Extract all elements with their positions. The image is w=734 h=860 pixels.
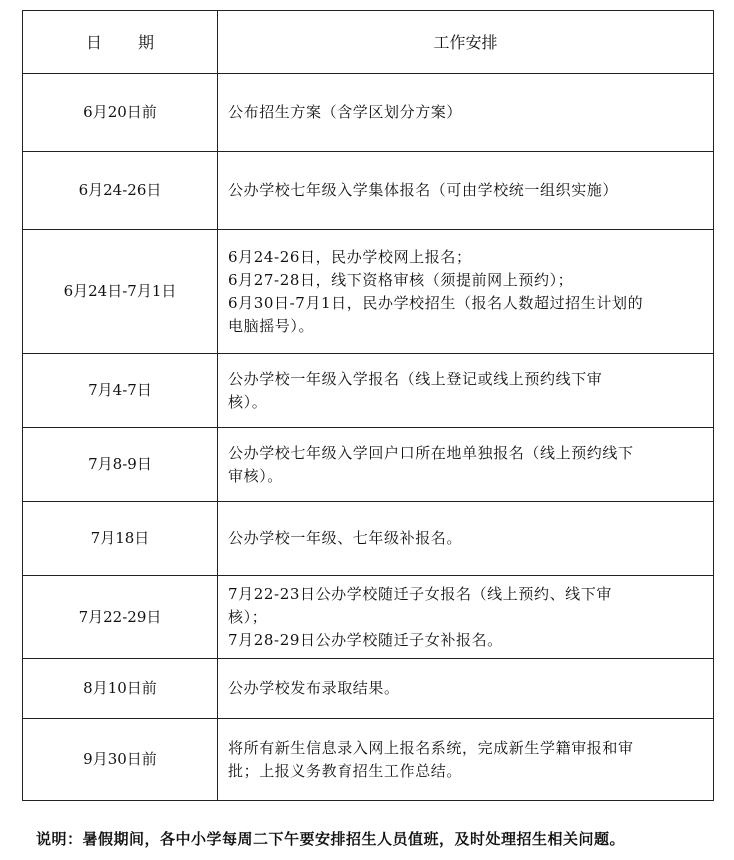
- task-line: 公办学校七年级入学集体报名（可由学校统一组织实施）: [228, 181, 619, 199]
- date-cell: 8月10日前: [23, 659, 218, 719]
- task-line: 7月22-23日公办学校随迁子女报名（线上预约、线下审: [228, 584, 612, 603]
- table-row: [23, 719, 714, 801]
- task-cell: [218, 74, 714, 152]
- date-cell: 7月4-7日: [23, 354, 218, 428]
- task-cell: [218, 576, 714, 659]
- task-cell: [218, 428, 714, 502]
- task-cell: [218, 719, 714, 801]
- table-row: [23, 152, 714, 230]
- table-row: [23, 74, 714, 152]
- table-row: [23, 354, 714, 428]
- task-cell: [218, 152, 714, 230]
- task-line: 批；上报义务教育招生工作总结。: [228, 761, 463, 780]
- date-cell: 7月18日: [23, 502, 218, 576]
- table-row: [23, 502, 714, 576]
- task-line: 公办学校七年级入学回户口所在地单独报名（线上预约线下: [228, 443, 634, 462]
- footnote: 说明：暑假期间，各中小学每周二下午要安排招生人员值班，及时处理招生相关问题。: [36, 830, 626, 848]
- task-line: 7月28-29日公办学校随迁子女补报名。: [228, 630, 503, 649]
- task-cell: [218, 230, 714, 354]
- date-cell: 6月24-26日: [23, 152, 218, 230]
- enrollment-schedule-table: [22, 10, 714, 801]
- task-line: 公办学校发布录取结果。: [228, 679, 400, 697]
- task-line: 公布招生方案（含学区划分方案）: [228, 103, 463, 121]
- header-date: 日期: [23, 11, 218, 74]
- task-line: 将所有新生信息录入网上报名系统，完成新生学籍审报和审: [228, 738, 634, 757]
- task-cell: [218, 659, 714, 719]
- task-line: 公办学校一年级、七年级补报名。: [228, 529, 463, 547]
- task-cell: [218, 502, 714, 576]
- task-line: 6月24-26日，民办学校网上报名；: [228, 247, 472, 266]
- date-cell: 7月22-29日: [23, 576, 218, 659]
- table-row: [23, 428, 714, 502]
- date-cell: 6月20日前: [23, 74, 218, 152]
- task-line: 核）；: [228, 607, 268, 626]
- task-cell: [218, 354, 714, 428]
- table-row: [23, 659, 714, 719]
- task-line: 6月30日-7月1日，民办学校招生（报名人数超过招生计划的: [228, 293, 644, 312]
- date-cell: 9月30日前: [23, 719, 218, 801]
- task-line: 审核）。: [228, 466, 283, 485]
- task-line: 核）。: [228, 392, 268, 411]
- date-cell: 7月8-9日: [23, 428, 218, 502]
- table-row: [23, 230, 714, 354]
- task-line: 公办学校一年级入学报名（线上登记或线上预约线下审: [228, 369, 603, 388]
- table-header-row: [23, 11, 714, 74]
- header-task: 工作安排: [218, 11, 714, 74]
- date-cell: 6月24日-7月1日: [23, 230, 218, 354]
- task-line: 6月27-28日，线下资格审核（须提前网上预约）；: [228, 270, 574, 289]
- table-row: [23, 576, 714, 659]
- task-line: 电脑摇号）。: [228, 316, 315, 335]
